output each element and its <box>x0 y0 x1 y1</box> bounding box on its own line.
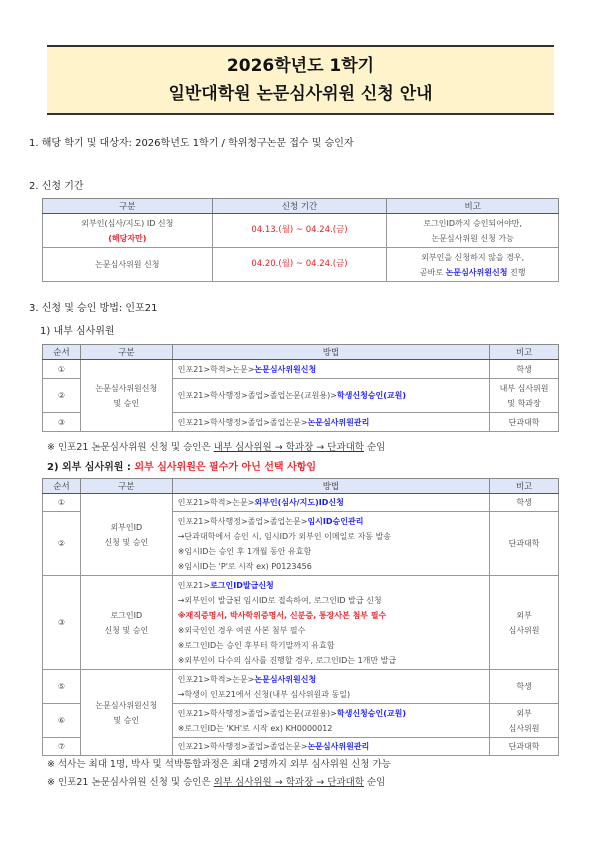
category-cell: 논문심사위원 신청 <box>43 248 213 282</box>
title-line-1: 2026학년도 1학기 <box>226 56 375 76</box>
remark-cell: 단과대학 <box>490 413 559 432</box>
col-header: 방법 <box>172 345 489 360</box>
order-cell: ③ <box>43 413 81 432</box>
remark-line: 로그인ID까지 승인되어야만, <box>423 218 522 228</box>
method-line: →단과대학에서 승인 시, 임시ID가 외부인 이메일로 자동 발송 <box>177 531 392 541</box>
order-cell: ⑦ <box>43 738 81 756</box>
remark-text: 곧바로 <box>419 267 446 277</box>
col-header: 구분 <box>80 345 172 360</box>
method-line: ※임시ID는 'P'로 시작 ex) P0123456 <box>177 561 312 571</box>
method-cell <box>172 738 489 756</box>
remark-cell: 단과대학 <box>490 512 559 576</box>
approval-order: 외부 심사위원 → 학과장 → 단과대학 <box>213 777 364 788</box>
method-cell <box>172 576 489 670</box>
internal-reviewers-table <box>42 344 559 432</box>
table-row <box>43 248 559 282</box>
remark-line: 외부 <box>516 708 532 718</box>
note-text: ※ 인포21 논문심사위원 신청 및 승인은 <box>47 777 214 788</box>
menu-action: 논문심사위원관리 <box>307 742 370 751</box>
method-line <box>178 514 489 529</box>
method-line: ※임시ID는 승인 후 1개월 동안 유효함 <box>177 546 312 556</box>
group-cell <box>80 670 172 756</box>
required-documents-line: ※재직증명서, 박사학위증명서, 신분증, 통장사본 첨부 필수 <box>177 610 387 620</box>
method-cell <box>172 704 489 738</box>
group-cell <box>80 360 172 432</box>
method-line: →외부인이 발급된 임시ID로 접속하여, 로그인ID 발급 신청 <box>177 595 382 605</box>
menu-path: 인포21>학적>논문> <box>177 674 255 684</box>
menu-action: 외부인(심사/지도)ID신청 <box>254 498 344 507</box>
remark-line: 논문심사위원 신청 가능 <box>431 233 514 243</box>
col-header: 구분 <box>80 479 172 494</box>
title-line-2: 일반대학원 논문심사위원 신청 안내 <box>168 84 433 104</box>
table-row <box>43 214 559 248</box>
col-header: 구분 <box>43 199 213 214</box>
order-cell: ② <box>43 379 81 413</box>
external-reviewers-heading <box>47 458 316 473</box>
menu-action: 논문심사위원신청 <box>254 674 317 684</box>
external-reviewers-table <box>42 478 559 756</box>
order-cell: ③ <box>43 576 81 670</box>
col-header: 비고 <box>490 345 559 360</box>
reviewer-limit-note: ※ 석사는 최대 1명, 박사 및 석박통합과정은 최대 2명까지 외부 심사위원 신청 가능 <box>47 759 391 770</box>
section-1-target: 1. 해당 학기 및 대상자: 2026학년도 1학기 / 학위청구논문 접수 및 승인자 <box>29 138 354 149</box>
method-line <box>178 706 489 721</box>
menu-path: 인포21>학사행정>졸업>졸업논문> <box>177 742 308 751</box>
remark-line: 및 학과장 <box>507 398 541 408</box>
menu-path: 인포21>학사행정>졸업>졸업논문(교원용)> <box>177 391 337 400</box>
col-header: 비고 <box>387 199 559 214</box>
menu-action: 논문심사위원신청 <box>254 364 317 374</box>
col-header: 신청 기간 <box>212 199 387 214</box>
category-label: 외부인(심사/지도) ID 신청 <box>81 218 174 228</box>
table-row <box>43 494 559 512</box>
external-approval-note <box>47 774 385 788</box>
period-cell: 04.20.(월) ~ 04.24.(금) <box>212 248 387 282</box>
optional-warning: 외부 심사위원은 필수가 아닌 선택 사항임 <box>134 462 317 473</box>
heading-text: 2) 외부 심사위원 : <box>47 462 135 473</box>
note-text: 순임 <box>363 777 386 788</box>
method-cell <box>172 512 489 576</box>
method-line <box>178 672 489 687</box>
remark-cell: 학생 <box>490 670 559 704</box>
remark-line <box>387 265 558 280</box>
group-cell <box>80 494 172 576</box>
table-header-row <box>43 199 559 214</box>
table-row <box>43 670 559 704</box>
table-header-row <box>43 345 559 360</box>
section-2-heading: 2. 신청 기간 <box>29 181 84 192</box>
col-header: 방법 <box>172 479 489 494</box>
menu-action: 학생신청승인(교원) <box>336 708 407 718</box>
group-cell <box>80 576 172 670</box>
group-label: 및 승인 <box>113 715 140 725</box>
remark-cell <box>490 379 559 413</box>
menu-action: 임시ID승인관리 <box>307 516 364 526</box>
section-3-heading: 3. 신청 및 승인 방법: 인포21 <box>29 303 158 314</box>
order-cell: ① <box>43 494 81 512</box>
method-cell <box>172 379 489 413</box>
col-header: 비고 <box>490 479 559 494</box>
menu-action: 로그인ID발급신청 <box>210 580 274 590</box>
group-label: 신청 및 승인 <box>104 537 149 547</box>
menu-path: 인포21>학적>논문> <box>177 364 255 374</box>
internal-reviewers-heading: 1) 내부 심사위원 <box>40 326 115 337</box>
order-cell: ② <box>43 512 81 576</box>
remark-line: 외부인을 신청하지 않을 경우, <box>421 252 525 262</box>
menu-path: 인포21>학사행정>졸업>졸업논문(교원용)> <box>177 708 337 718</box>
method-cell <box>172 360 489 379</box>
menu-path: 인포21>학사행정>졸업>졸업논문> <box>177 516 308 526</box>
method-line <box>178 578 489 593</box>
remark-cell: 학생 <box>490 494 559 512</box>
order-cell: ⑤ <box>43 670 81 704</box>
remark-cell <box>490 576 559 670</box>
remark-cell <box>490 704 559 738</box>
group-label: 로그인ID <box>110 610 143 620</box>
method-line: ※외부인이 다수의 심사를 진행할 경우, 로그인ID는 1개만 발급 <box>177 655 397 665</box>
remark-cell: 학생 <box>490 360 559 379</box>
table-row <box>43 360 559 379</box>
group-label: 논문심사위원신청 <box>95 383 158 393</box>
remark-line: 외부 <box>516 610 532 620</box>
group-label: 외부인ID <box>110 522 143 532</box>
menu-action: 학생신청승인(교원) <box>336 391 407 400</box>
menu-path: 인포21>학적>논문> <box>177 498 255 507</box>
remark-cell <box>387 214 559 248</box>
note-text: 순임 <box>363 442 386 453</box>
method-line: ※로그인ID는 'KH'로 시작 ex) KH0000012 <box>177 723 333 733</box>
menu-action: 논문심사위원관리 <box>307 417 370 427</box>
group-label: 논문심사위원신청 <box>95 700 158 710</box>
method-line: →학생이 인포21에서 신청(내부 심사위원과 동일) <box>177 689 351 699</box>
order-cell: ① <box>43 360 81 379</box>
document-title-box <box>47 45 554 115</box>
remark-line: 내부 심사위원 <box>499 383 549 393</box>
table-row <box>43 576 559 670</box>
period-cell: 04.13.(월) ~ 04.24.(금) <box>212 214 387 248</box>
col-header: 순서 <box>43 479 81 494</box>
col-header: 순서 <box>43 345 81 360</box>
method-line: ※외국인인 경우 여권 사본 첨부 필수 <box>177 625 306 635</box>
category-cell <box>43 214 213 248</box>
table-header-row <box>43 479 559 494</box>
menu-path: 인포21>학사행정>졸업>졸업논문> <box>177 417 308 427</box>
remark-cell <box>387 248 559 282</box>
method-cell <box>172 494 489 512</box>
internal-approval-note <box>47 439 385 453</box>
method-cell <box>172 670 489 704</box>
menu-path: 인포21> <box>177 580 211 590</box>
application-period-table <box>42 198 559 282</box>
order-cell: ⑥ <box>43 704 81 738</box>
method-line: ※로그인ID는 승인 후부터 학기말까지 유효함 <box>177 640 335 650</box>
remark-text: 진행 <box>507 267 526 277</box>
remark-cell: 단과대학 <box>490 738 559 756</box>
remark-line: 심사위원 <box>508 723 540 733</box>
category-note: (해당자만) <box>108 233 147 243</box>
group-label: 신청 및 승인 <box>104 625 149 635</box>
remark-line: 심사위원 <box>508 625 540 635</box>
note-text: ※ 인포21 논문심사위원 신청 및 승인은 <box>47 442 214 453</box>
method-cell <box>172 413 489 432</box>
approval-order: 내부 심사위원 → 학과장 → 단과대학 <box>213 442 364 453</box>
group-label: 및 승인 <box>113 398 140 408</box>
committee-apply-link-text: 논문심사위원신청 <box>445 267 508 277</box>
